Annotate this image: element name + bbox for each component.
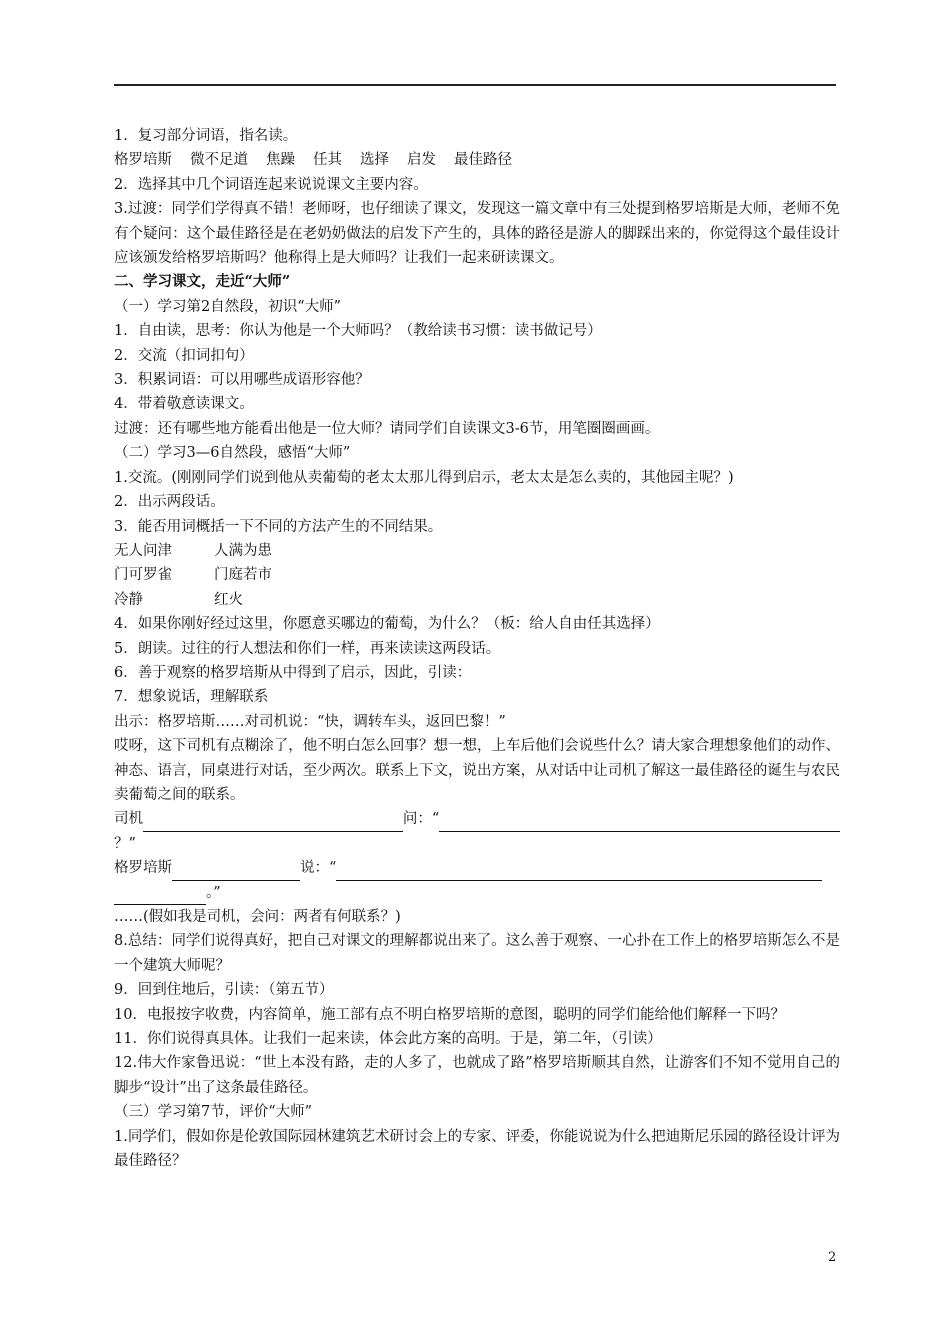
- fill-line-close: 。”: [206, 884, 221, 901]
- vocab-word: 焦躁: [266, 152, 295, 169]
- step-b4: 4．如果你刚好经过这里，你愿意买哪边的葡萄，为什么？（板：给人自由任其选择）: [114, 616, 660, 633]
- blank-line[interactable]: [172, 865, 300, 881]
- step-b10: 10．电报按字收费，内容简单，施工部有点不明白格罗培斯的意图，聪明的同学们能给他们解释一下吗？: [114, 1006, 785, 1023]
- blank-line[interactable]: [439, 816, 840, 832]
- review-item-3: 3.过渡：同学们学得真不错！老师呀，也仔细读了课文，发现这一篇文章中有三处提到格罗培斯是大师，老师不免有个疑问：这个最佳路径是在老奶奶做法的启发下产生的，具体的路径是游人的脚踩出来的，你觉得这个最佳设计应该颁发给格罗培斯吗？他称得上是大师吗？让我们一起来研读课文。: [114, 201, 840, 267]
- vocabulary-list: [114, 148, 840, 172]
- fill-line-architect: [114, 856, 840, 880]
- word-pair-left: 无人问津: [114, 542, 172, 559]
- step-b11: 11．你们说得真具体。让我们一起来读，体会此方案的高明。于是，第二年，（引读）: [114, 1031, 662, 1048]
- fill-line-continuation: [114, 881, 840, 905]
- vocab-word: 格罗培斯: [114, 152, 172, 169]
- vocab-word: 微不足道: [190, 152, 248, 169]
- step-b3: 3．能否用词概括一下不同的方法产生的不同结果。: [114, 518, 443, 535]
- header-rule: [114, 84, 836, 86]
- section-heading: 二、学习课文，走近“大师”: [114, 273, 291, 291]
- blank-line[interactable]: [143, 816, 403, 832]
- vocab-word: 最佳路径: [454, 152, 512, 169]
- fill-label-ask: 问：“: [402, 811, 440, 828]
- word-pair-right: 门庭若市: [214, 567, 272, 584]
- word-pair: [114, 539, 840, 563]
- step-b2: 2．出示两段话。: [114, 494, 225, 511]
- subsection-2-title: （二）学习3—6自然段，感悟“大师”: [114, 445, 351, 462]
- exercise-instructions: 哎呀，这下司机有点糊涂了，他不明白怎么回事？想一想，上车后他们会说些什么？请大家合理想象他们的动作、神态、语言，同桌进行对话，至少两次。联系上下文，说出方案，从对话中让司机了解这一最佳路径的诞生与农民卖葡萄之间的联系。: [114, 738, 840, 803]
- step-b6: 6．善于观察的格罗培斯从中得到了启示，因此，引读：: [114, 664, 472, 681]
- step-b9: 9．回到住地后，引读：（第五节）: [114, 982, 334, 999]
- word-pair-left: 门可罗雀: [114, 567, 172, 584]
- page-number: 2: [828, 1250, 837, 1265]
- fill-line-end: ？”: [114, 835, 136, 852]
- step-a1: 1．自由读，思考：你认为他是一个大师吗？（教给读书习惯：读书做记号）: [114, 323, 602, 340]
- fill-label-architect: 格罗培斯: [114, 860, 172, 877]
- step-a4: 4．带着敬意读课文。: [114, 396, 254, 413]
- step-b7: 7．想象说话，理解联系: [114, 689, 269, 706]
- step-a2: 2．交流（扣词扣句）: [114, 347, 254, 364]
- review-item-1: 1．复习部分词语，指名读。: [114, 128, 298, 144]
- transition-text: 过渡：还有哪些地方能看出他是一位大师？请同学们自读课文3-6节，用笔圈圈画画。: [114, 420, 660, 437]
- blank-line[interactable]: [336, 865, 822, 881]
- word-pair: [114, 563, 840, 587]
- vocab-word: 选择: [360, 152, 389, 169]
- step-c1: 1.同学们，假如你是伦敦国际园林建筑艺术研讨会上的专家、评委，你能说说为什么把迪斯尼乐园的路径设计评为最佳路径？: [114, 1128, 840, 1170]
- fill-note: ……(假如我是司机，会问：两者有何联系？): [114, 909, 401, 925]
- review-item-2: 2．选择其中几个词语连起来说说课文主要内容。: [114, 176, 428, 193]
- word-pair-left: 冷静: [114, 591, 143, 608]
- step-b12: 12.伟大作家鲁迅说：“世上本没有路，走的人多了，也就成了路”格罗培斯顺其自然，让游客们不知不觉用自己的脚步“设计”出了这条最佳路径。: [114, 1055, 840, 1096]
- blank-line[interactable]: [114, 889, 206, 905]
- step-b8: 8.总结：同学们说得真好，把自己对课文的理解都说出来了。这么善于观察、一心扑在工作上的格罗培斯怎么不是一个建筑大师呢？: [114, 933, 840, 974]
- fill-line-driver: [114, 807, 840, 831]
- step-b5: 5．朗读。过往的行人想法和你们一样，再来读读这两段话。: [114, 640, 501, 657]
- display-prompt: 出示：格罗培斯……对司机说：“快，调转车头，返回巴黎！”: [114, 713, 506, 730]
- step-b1: 1.交流。(刚刚同学们说到他从卖葡萄的老太太那儿得到启示，老太太是怎么卖的，其他园主呢？): [114, 469, 734, 486]
- fill-label-driver: 司机: [114, 811, 143, 828]
- subsection-1-title: （一）学习第2自然段，初识“大师”: [114, 298, 342, 315]
- vocab-word: 启发: [407, 152, 436, 169]
- subsection-3-title: （三）学习第7节，评价“大师”: [114, 1104, 313, 1121]
- step-a3: 3．积累词语：可以用哪些成语形容他？: [114, 372, 370, 389]
- word-pair-right: 人满为患: [214, 542, 272, 559]
- document-body: [114, 124, 840, 1173]
- word-pair-right: 红火: [214, 591, 243, 608]
- vocab-word: 任其: [313, 152, 342, 169]
- fill-label-say: 说：“: [300, 860, 337, 877]
- word-pair: [114, 588, 840, 612]
